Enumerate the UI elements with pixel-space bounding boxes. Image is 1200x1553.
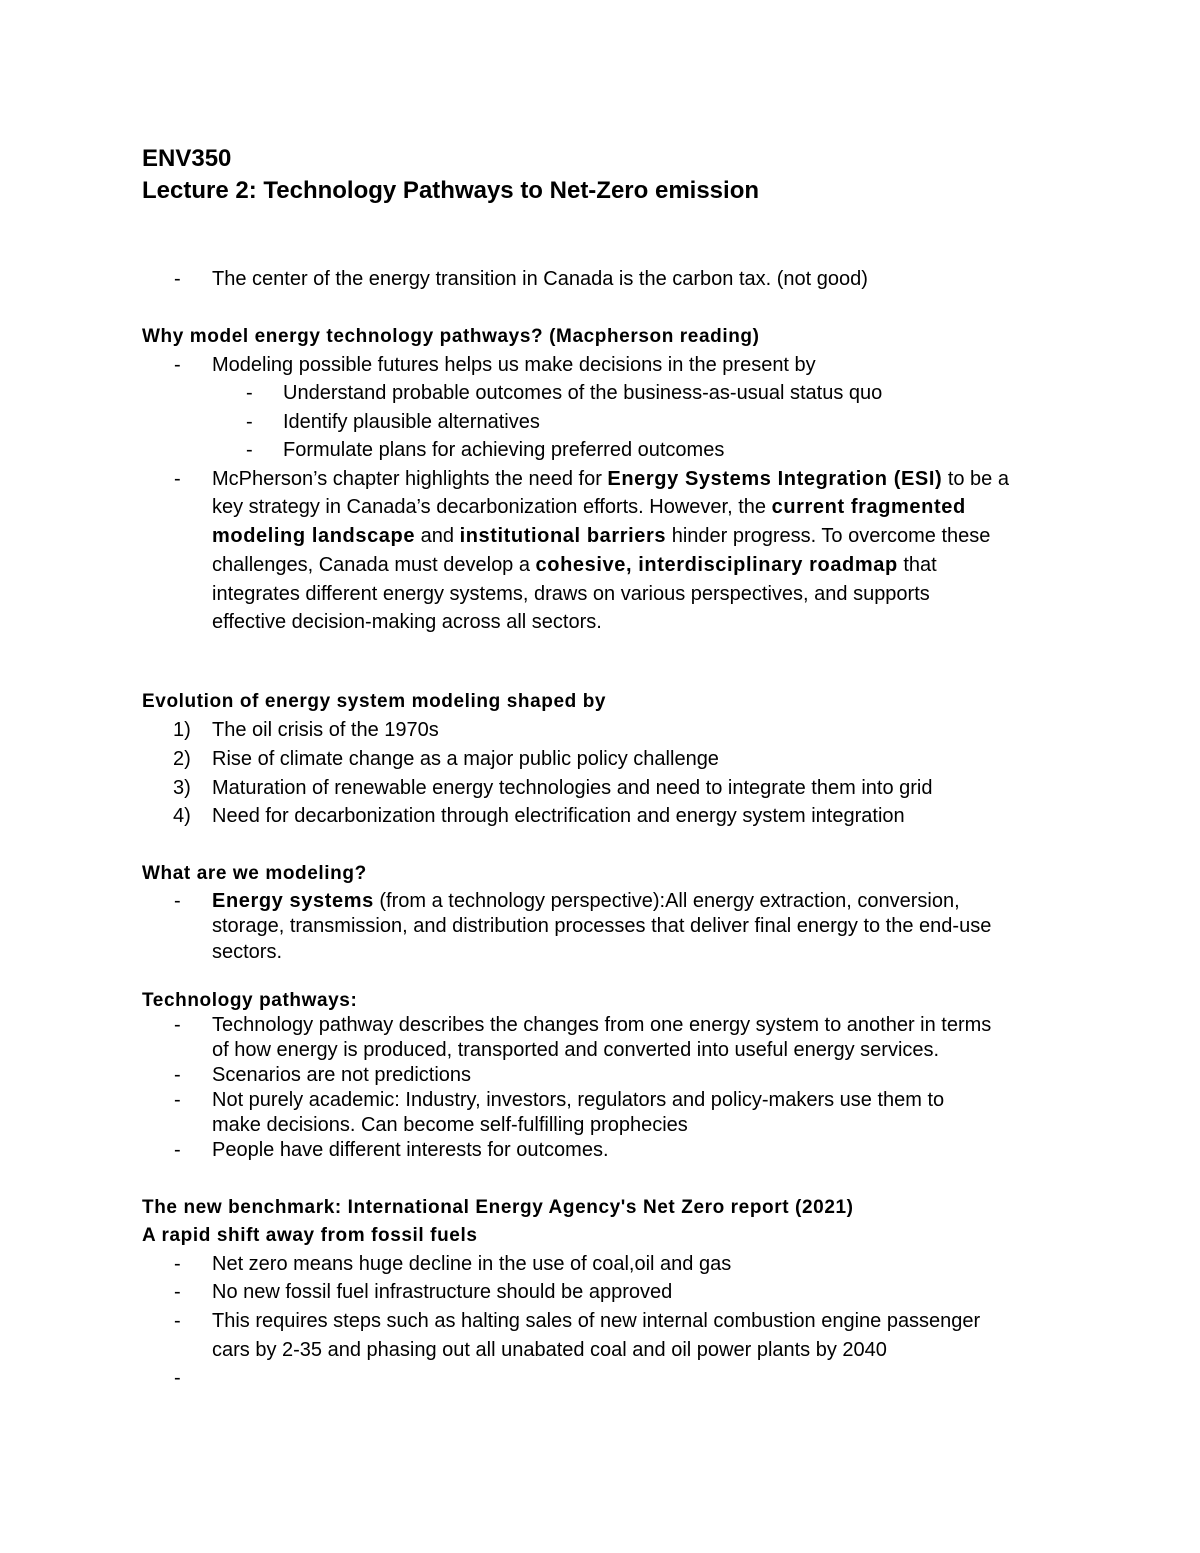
mcpherson-line-4: challenges, Canada must develop a cohesive, interdisciplinary roadmap that <box>212 554 937 576</box>
bullet-dash: - <box>174 1064 181 1086</box>
bold-roadmap: cohesive, interdisciplinary roadmap <box>535 554 898 576</box>
benchmark-bullet-3-line-1: This requires steps such as halting sales of new internal combustion engine passenger <box>212 1310 981 1332</box>
bold-modeling-landscape: modeling landscape <box>212 525 416 547</box>
mcpherson-line-2: key strategy in Canada’s decarbonization efforts. However, the current fragmented <box>212 496 966 518</box>
mcpherson-line-1: McPherson’s chapter highlights the need for Energy Systems Integration (ESI) to be a <box>212 468 1009 490</box>
bullet-dash: - <box>174 268 181 290</box>
course-code: ENV350 <box>142 145 232 172</box>
bullet-dash: - <box>174 1089 181 1111</box>
section-subheading-shift: A rapid shift away from fossil fuels <box>142 1225 478 1246</box>
pathways-bullet-3-line-1: Not purely academic: Industry, investors, regulators and policy-makers use them to <box>212 1089 945 1111</box>
benchmark-bullet-1: Net zero means huge decline in the use of coal,oil and gas <box>212 1253 732 1275</box>
lecture-title: Lecture 2: Technology Pathways to Net-Zero emission <box>142 177 760 204</box>
what-line-1: Energy systems (from a technology perspective):All energy extraction, conversion, <box>212 890 960 912</box>
bullet-dash: - <box>174 1014 181 1036</box>
bullet-dash: - <box>174 1310 181 1332</box>
mcpherson-line-3: modeling landscape and institutional barriers hinder progress. To overcome these <box>212 525 991 547</box>
why-sub-bullet-2: Identify plausible alternatives <box>283 411 540 433</box>
why-bullet-1: Modeling possible futures helps us make decisions in the present by <box>212 354 816 376</box>
what-line-2: storage, transmission, and distribution processes that deliver final energy to the end-use <box>212 915 992 937</box>
pathways-bullet-3-line-2: make decisions. Can become self-fulfilling prophecies <box>212 1114 688 1136</box>
sub-bullet-dash: - <box>246 382 253 404</box>
pathways-bullet-4: People have different interests for outcomes. <box>212 1139 609 1161</box>
why-sub-bullet-3: Formulate plans for achieving preferred outcomes <box>283 439 725 461</box>
benchmark-bullet-3-line-2: cars by 2-35 and phasing out all unabated coal and oil power plants by 2040 <box>212 1339 887 1361</box>
evolution-item-4: Need for decarbonization through electrification and energy system integration <box>212 805 905 827</box>
evolution-item-3: Maturation of renewable energy technologies and need to integrate them into grid <box>212 777 933 799</box>
bold-energy-systems: Energy systems <box>212 890 374 912</box>
benchmark-bullet-2: No new fossil fuel infrastructure should be approved <box>212 1281 673 1303</box>
mcpherson-line-6: effective decision-making across all sectors. <box>212 611 602 633</box>
section-heading-what: What are we modeling? <box>142 863 367 884</box>
bullet-dash: - <box>174 1281 181 1303</box>
list-number: 4) <box>173 805 191 827</box>
pathways-bullet-1-line-1: Technology pathway describes the changes from one energy system to another in terms <box>212 1014 992 1036</box>
bullet-dash: - <box>174 468 181 490</box>
section-heading-why: Why model energy technology pathways? (Macpherson reading) <box>142 326 760 347</box>
bold-institutional-barriers: institutional barriers <box>459 525 667 547</box>
bullet-dash-empty: - <box>174 1367 181 1389</box>
intro-bullet: The center of the energy transition in Canada is the carbon tax. (not good) <box>212 268 868 290</box>
list-number: 2) <box>173 748 191 770</box>
bold-current-fragmented: current fragmented <box>771 496 966 518</box>
bullet-dash: - <box>174 1139 181 1161</box>
list-number: 3) <box>173 777 191 799</box>
what-line-3: sectors. <box>212 941 283 963</box>
mcpherson-line-5: integrates different energy systems, draws on various perspectives, and supports <box>212 583 930 605</box>
pathways-bullet-1-line-2: of how energy is produced, transported and converted into useful energy services. <box>212 1039 940 1061</box>
section-heading-benchmark: The new benchmark: International Energy Agency's Net Zero report (2021) <box>142 1197 854 1218</box>
sub-bullet-dash: - <box>246 411 253 433</box>
bold-esi: Energy Systems Integration (ESI) <box>607 468 943 490</box>
bullet-dash: - <box>174 354 181 376</box>
pathways-bullet-2: Scenarios are not predictions <box>212 1064 472 1086</box>
section-heading-pathways: Technology pathways: <box>142 990 358 1011</box>
evolution-item-1: The oil crisis of the 1970s <box>212 719 439 741</box>
sub-bullet-dash: - <box>246 439 253 461</box>
section-heading-evolution: Evolution of energy system modeling shaped by <box>142 691 607 712</box>
list-number: 1) <box>173 719 191 741</box>
evolution-item-2: Rise of climate change as a major public policy challenge <box>212 748 719 770</box>
why-sub-bullet-1: Understand probable outcomes of the business-as-usual status quo <box>283 382 883 404</box>
bullet-dash: - <box>174 890 181 912</box>
bullet-dash: - <box>174 1253 181 1275</box>
